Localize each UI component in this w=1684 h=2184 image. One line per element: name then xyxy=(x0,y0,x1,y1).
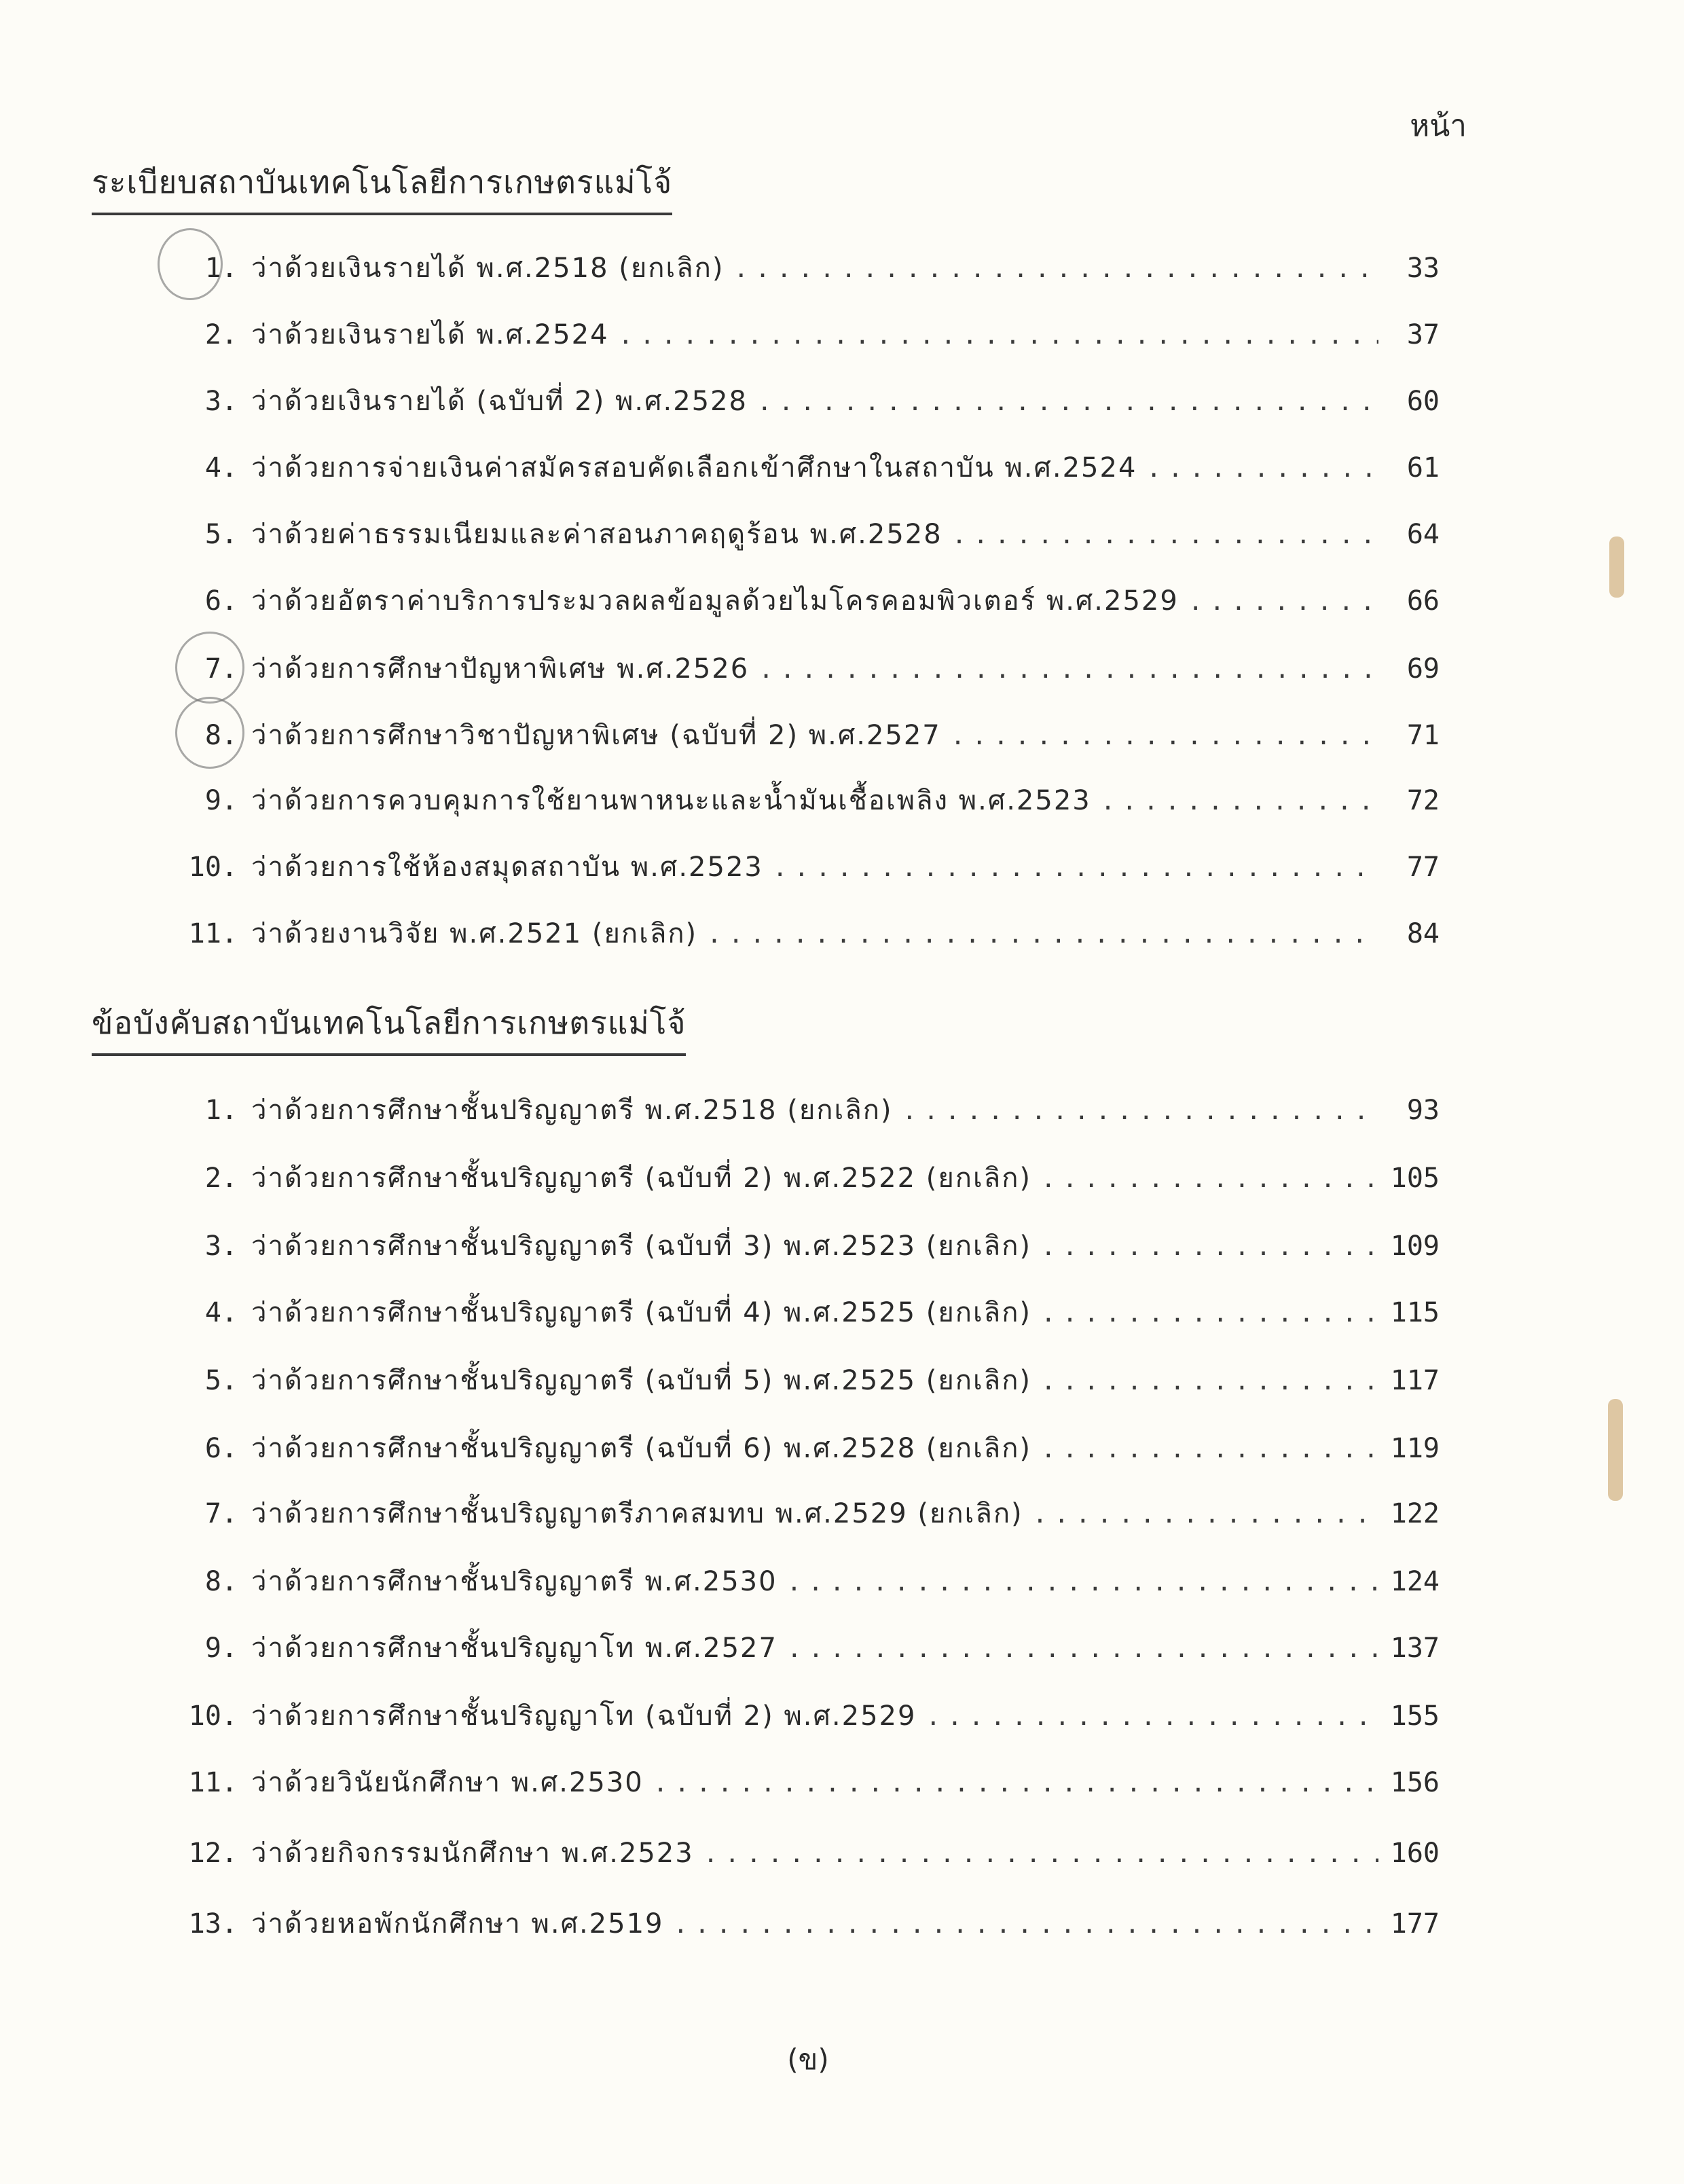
toc-entry xyxy=(149,845,1440,886)
toc-entry xyxy=(149,1626,1440,1667)
entry-number: 3. xyxy=(204,1231,238,1262)
entry-number: 4. xyxy=(204,452,238,484)
entry-title: ว่าด้วยการศึกษาชั้นปริญญาโท (ฉบับที่ 2) พ.ศ.2529 xyxy=(251,1700,917,1732)
entry-page: 37 xyxy=(1406,319,1440,350)
dot-leader xyxy=(1041,1165,1378,1193)
entry-title: ว่าด้วยการศึกษาชั้นปริญญาตรี พ.ศ.2518 (ยกเลิก) xyxy=(251,1095,893,1126)
section-title-bylaws: ข้อบังคับสถาบันเทคโนโลยีการเกษตรแม่โจ้ xyxy=(92,998,686,1056)
paper-stain xyxy=(1608,1399,1623,1501)
entry-number: 7. xyxy=(204,653,238,685)
paper-stain xyxy=(1609,536,1624,598)
entry-title: ว่าด้วยเงินรายได้ พ.ศ.2518 (ยกเลิก) xyxy=(251,253,725,284)
dot-leader xyxy=(707,921,1378,949)
entry-number: 3. xyxy=(204,386,238,417)
entry-number: 8. xyxy=(204,1566,238,1597)
entry-title: ว่าด้วยการใช้ห้องสมุดสถาบัน พ.ศ.2523 xyxy=(251,852,763,883)
dot-leader xyxy=(1101,788,1378,816)
entry-number: 6. xyxy=(204,1433,238,1464)
entry-page: 60 xyxy=(1406,386,1440,417)
entry-number: 7. xyxy=(204,1498,238,1529)
entry-number: 5. xyxy=(204,1365,238,1396)
entry-title: ว่าด้วยอัตราค่าบริการประมวลผลข้อมูลด้วยไมโครคอมพิวเตอร์ พ.ศ.2529 xyxy=(251,585,1179,617)
toc-entry xyxy=(149,1426,1440,1467)
entry-page: 124 xyxy=(1390,1566,1440,1597)
toc-entry xyxy=(149,512,1440,553)
entry-title: ว่าด้วยการศึกษาชั้นปริญญาตรี (ฉบับที่ 4) พ.ศ.2525 (ยกเลิก) xyxy=(251,1297,1032,1328)
entry-page: 109 xyxy=(1390,1231,1440,1262)
toc-entry xyxy=(149,1694,1440,1734)
dot-leader xyxy=(902,1097,1378,1125)
entry-title: ว่าด้วยการศึกษาชั้นปริญญาตรี (ฉบับที่ 5) พ.ศ.2525 (ยกเลิก) xyxy=(251,1365,1032,1396)
entry-title: ว่าด้วยการศึกษาชั้นปริญญาตรี (ฉบับที่ 3) พ.ศ.2523 (ยกเลิก) xyxy=(251,1231,1032,1262)
entry-title: ว่าด้วยเงินรายได้ พ.ศ.2524 xyxy=(251,319,609,350)
entry-title: ว่าด้วยค่าธรรมเนียมและค่าสอนภาคฤดูร้อน พ.ศ.2528 xyxy=(251,519,942,550)
entry-title: ว่าด้วยการศึกษาชั้นปริญญาตรี พ.ศ.2530 xyxy=(251,1566,777,1597)
toc-entry xyxy=(149,312,1440,353)
toc-entry xyxy=(149,911,1440,952)
entry-page: 66 xyxy=(1406,585,1440,617)
toc-entry xyxy=(149,1760,1440,1801)
entry-title: ว่าด้วยการศึกษาชั้นปริญญาตรี (ฉบับที่ 2) พ.ศ.2522 (ยกเลิก) xyxy=(251,1163,1032,1194)
entry-title: ว่าด้วยการศึกษาวิชาปัญหาพิเศษ (ฉบับที่ 2) พ.ศ.2527 xyxy=(251,720,941,751)
entry-page: 177 xyxy=(1390,1908,1440,1940)
toc-entry xyxy=(149,246,1440,287)
entry-number: 12. xyxy=(188,1838,238,1869)
entry-title: ว่าด้วยการศึกษาชั้นปริญญาตรี (ฉบับที่ 6) พ.ศ.2528 (ยกเลิก) xyxy=(251,1433,1032,1464)
entry-number: 9. xyxy=(204,1633,238,1664)
entry-number: 5. xyxy=(204,519,238,550)
entry-title: ว่าด้วยการศึกษาชั้นปริญญาโท พ.ศ.2527 xyxy=(251,1633,777,1664)
dot-leader xyxy=(673,1911,1378,1939)
entry-title: ว่าด้วยงานวิจัย พ.ศ.2521 (ยกเลิก) xyxy=(251,918,698,949)
entry-number: 2. xyxy=(204,319,238,350)
entry-number: 13. xyxy=(188,1908,238,1940)
dot-leader xyxy=(757,388,1378,416)
toc-entry xyxy=(149,1224,1440,1264)
toc-entry xyxy=(149,1156,1440,1197)
entry-page: 160 xyxy=(1390,1838,1440,1869)
entry-page: 61 xyxy=(1406,452,1440,484)
section-title-regulations: ระเบียบสถาบันเทคโนโลยีการเกษตรแม่โจ้ xyxy=(92,158,672,215)
entry-number: 10. xyxy=(188,852,238,883)
entry-page: 93 xyxy=(1406,1095,1440,1126)
dot-leader xyxy=(951,723,1378,750)
dot-leader xyxy=(952,522,1378,549)
entry-page: 117 xyxy=(1390,1365,1440,1396)
entry-title: ว่าด้วยการจ่ายเงินค่าสมัครสอบคัดเลือกเข้าศึกษาในสถาบัน พ.ศ.2524 xyxy=(251,452,1137,484)
entry-number: 11. xyxy=(188,918,238,949)
entry-page: 71 xyxy=(1406,720,1440,751)
entry-title: ว่าด้วยวินัยนักศึกษา พ.ศ.2530 xyxy=(251,1767,644,1798)
toc-entry xyxy=(149,379,1440,420)
entry-title: ว่าด้วยกิจกรรมนักศึกษา พ.ศ.2523 xyxy=(251,1838,694,1869)
dot-leader xyxy=(758,656,1378,684)
dot-leader xyxy=(1041,1436,1378,1463)
entry-page: 155 xyxy=(1390,1700,1440,1732)
pen-circle-mark xyxy=(175,697,244,769)
entry-page: 115 xyxy=(1390,1297,1440,1328)
entry-page: 119 xyxy=(1390,1433,1440,1464)
entry-number: 6. xyxy=(204,585,238,617)
entry-number: 1. xyxy=(204,1095,238,1126)
entry-title: ว่าด้วยหอพักนักศึกษา พ.ศ.2519 xyxy=(251,1908,664,1940)
dot-leader xyxy=(1188,588,1378,616)
entry-number: 9. xyxy=(204,785,238,816)
dot-leader xyxy=(1041,1233,1378,1261)
dot-leader xyxy=(1146,455,1378,483)
entry-page: 122 xyxy=(1390,1498,1440,1529)
entry-page: 156 xyxy=(1390,1767,1440,1798)
entry-number: 2. xyxy=(204,1163,238,1194)
entry-page: 77 xyxy=(1406,852,1440,883)
entry-title: ว่าด้วยเงินรายได้ (ฉบับที่ 2) พ.ศ.2528 xyxy=(251,386,748,417)
toc-entry xyxy=(149,778,1440,819)
entry-number: 8. xyxy=(204,720,238,751)
dot-leader xyxy=(734,255,1378,283)
entry-page: 137 xyxy=(1390,1633,1440,1664)
dot-leader xyxy=(787,1569,1378,1597)
dot-leader xyxy=(703,1840,1378,1868)
toc-entry xyxy=(149,1831,1440,1872)
pen-circle-mark xyxy=(158,228,223,300)
entry-number: 4. xyxy=(204,1297,238,1328)
entry-page: 84 xyxy=(1406,918,1440,949)
dot-leader xyxy=(1033,1501,1378,1529)
entry-page: 72 xyxy=(1406,785,1440,816)
entry-number: 10. xyxy=(188,1700,238,1732)
toc-entry xyxy=(149,1901,1440,1942)
dot-leader xyxy=(787,1635,1378,1663)
dot-leader xyxy=(773,854,1378,882)
entry-title: ว่าด้วยการศึกษาชั้นปริญญาตรีภาคสมทบ พ.ศ.2529 (ยกเลิก) xyxy=(251,1498,1023,1529)
entry-page: 33 xyxy=(1406,253,1440,284)
entry-title: ว่าด้วยการควบคุมการใช้ยานพาหนะและน้ำมันเชื้อเพลิง พ.ศ.2523 xyxy=(251,785,1091,816)
pen-circle-mark xyxy=(175,632,244,704)
entry-number: 1. xyxy=(204,253,238,284)
toc-entry xyxy=(149,1088,1440,1129)
toc-entry xyxy=(149,1559,1440,1600)
dot-leader xyxy=(926,1703,1378,1731)
entry-page: 105 xyxy=(1390,1163,1440,1194)
toc-entry xyxy=(149,713,1440,754)
toc-entry xyxy=(149,1290,1440,1331)
toc-entry xyxy=(149,1491,1440,1532)
entry-title: ว่าด้วยการศึกษาปัญหาพิเศษ พ.ศ.2526 xyxy=(251,653,750,685)
entry-page: 69 xyxy=(1406,653,1440,685)
page-number-footer: (ข) xyxy=(787,2043,829,2076)
toc-entry xyxy=(149,579,1440,619)
toc-entry xyxy=(149,445,1440,486)
dot-leader xyxy=(1041,1300,1378,1328)
entry-number: 11. xyxy=(188,1767,238,1798)
toc-entry xyxy=(149,1358,1440,1399)
toc-entry xyxy=(149,647,1440,687)
dot-leader xyxy=(653,1770,1378,1798)
entry-page: 64 xyxy=(1406,519,1440,550)
page-column-label: หน้า xyxy=(1410,109,1467,143)
dot-leader xyxy=(619,322,1378,350)
dot-leader xyxy=(1041,1368,1378,1396)
